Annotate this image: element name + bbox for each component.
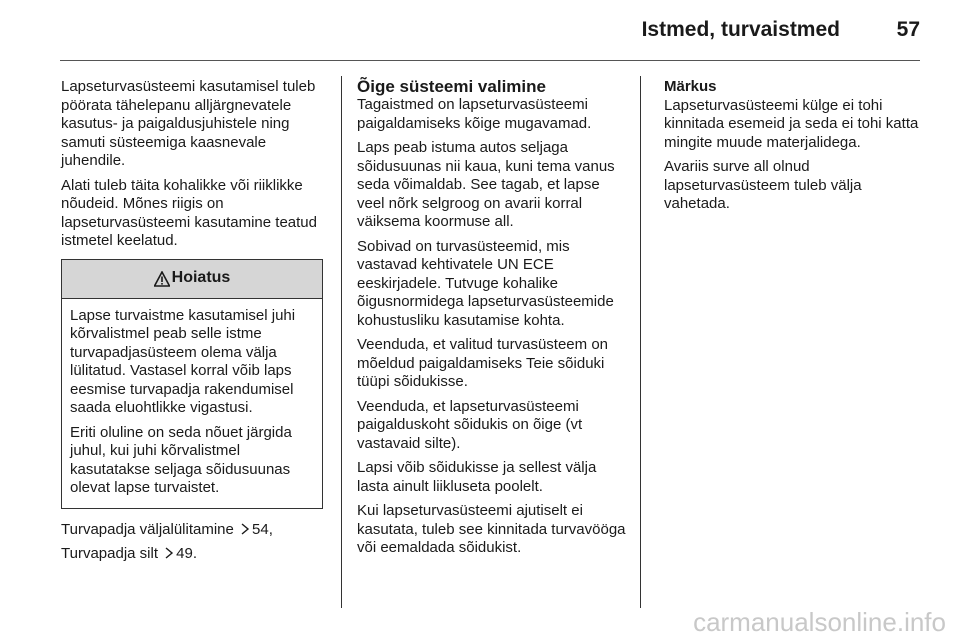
- column-left: [61, 78, 323, 570]
- cross-reference: [61, 545, 323, 564]
- note-text: Lapseturvasüsteemi külge ei tohi kinnitada esemeid ja seda ei tohi katta mingite muude materjalidega.: [664, 96, 919, 151]
- paragraph: Sobivad on turvasüsteemid, mis vastavad kehtivatele UN ECE eeskirjadele. Tutvuge kohalike õigusnormidega lapseturvasüsteemide kohustusliku kasutamise kohta.: [357, 237, 614, 329]
- column-right: [664, 78, 924, 220]
- paragraph: Veenduda, et valitud turvasüsteem on mõeldud paigaldamiseks Teie sõiduki tüüpi sõidukisse.: [357, 336, 609, 390]
- warning-paragraph: Eriti oluline on seda nõuet järgida juhul, kui juhi kõrvalistmel kasutatakse seljaga sõidusuunas olevat lapse turvaistet.: [70, 423, 292, 496]
- watermark: carmanualsonline.info: [693, 607, 946, 637]
- paragraph: Lapsi võib sõidukisse ja sellest välja lasta ainult liikluseta poolelt.: [357, 459, 597, 495]
- column-divider: [341, 76, 342, 608]
- paragraph: Veenduda, et lapseturvasüsteemi paigalduskoht sõidukis on õige (vt vastavaid silte).: [357, 397, 583, 452]
- page-title: Istmed, turvaistmed: [641, 18, 840, 41]
- cross-reference-page: 54,: [252, 520, 273, 538]
- paragraph: Laps peab istuma autos seljaga sõidusuunas nii kaua, kuni tema vanus seda võimaldab. See tagab, et lapse veel nõrk selgroog on avarii korral väiksema koormuse all.: [357, 139, 615, 230]
- warning-box: [61, 259, 323, 509]
- paragraph: Alati tuleb täita kohalikke või riiklikke nõudeid. Mõnes riigis on lapseturvasüsteemi kasutamine teatud istmetel keelatud.: [61, 176, 317, 249]
- page-reference-icon: [164, 547, 174, 559]
- cross-reference-page: 49.: [176, 545, 198, 562]
- column-divider: [640, 76, 641, 608]
- section-heading: Õige süsteemi valimine: [357, 77, 546, 96]
- column-middle: [357, 78, 627, 564]
- paragraph: Kui lapseturvasüsteemi ajutiselt ei kasutata, tuleb see kinnitada turvavööga või eemaldada sõidukist.: [357, 502, 626, 556]
- warning-paragraph: Lapse turvaistme kasutamisel juhi kõrvalistmel peab selle istme turvapadjasüsteem olema välja lülitatud. Vastasel korral võib laps eesmise turvapadja rakendumisel saada eluohtlikke vigastusi.: [70, 306, 296, 416]
- cross-reference: [61, 521, 323, 540]
- cross-reference-text: Turvapadja silt: [61, 545, 158, 562]
- warning-body: [62, 299, 322, 508]
- note-heading: Märkus: [664, 78, 717, 95]
- warning-title: Hoiatus: [171, 269, 231, 287]
- paragraph: Avariis surve all olnud lapseturvasüsteem tuleb välja vahetada.: [664, 158, 862, 212]
- page-number: 57: [896, 18, 920, 41]
- cross-reference-text: Turvapadja väljalülitamine: [61, 520, 234, 538]
- warning-header: [62, 260, 322, 299]
- warning-icon: [154, 271, 170, 287]
- paragraph: Tagaistmed on lapseturvasüsteemi paigaldamiseks kõige mugavamad.: [357, 96, 592, 132]
- page-header: [60, 18, 920, 54]
- page-reference-icon: [240, 523, 250, 535]
- paragraph: Lapseturvasüsteemi kasutamisel tuleb pöörata tähelepanu alljärgnevatele kasutus- ja paigaldusjuhistele ning samuti süsteemiga kaasnevale juhendile.: [61, 78, 316, 169]
- header-rule: [60, 60, 920, 61]
